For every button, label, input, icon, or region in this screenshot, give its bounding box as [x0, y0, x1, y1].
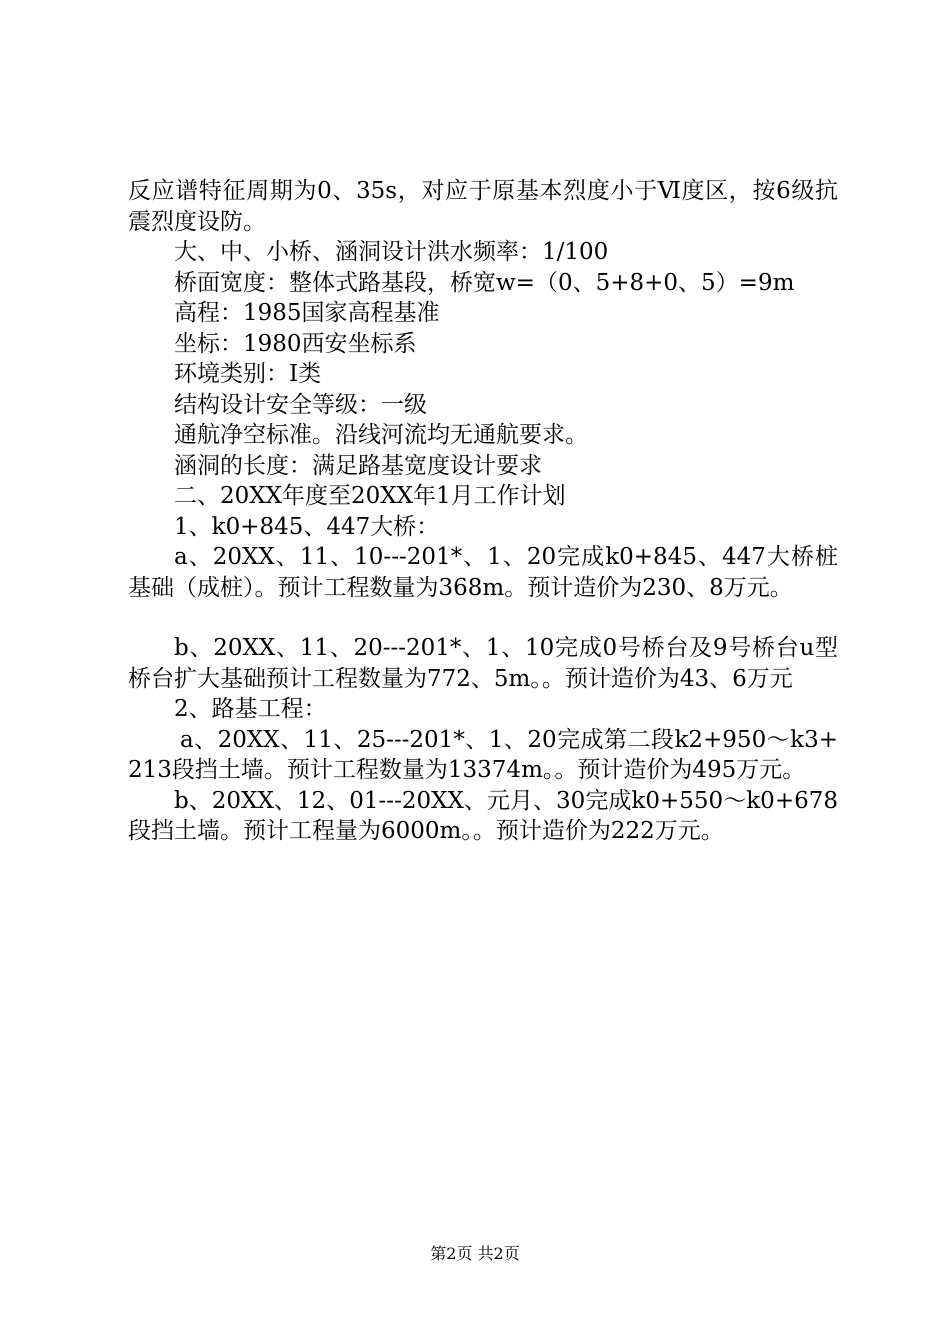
- paragraph-bridge-item-b: b、20XX、11、20---201*、1、10完成0号桥台及9号桥台u型桥台扩大基础预计工程数量为772、5m。。预计造价为43、6万元: [128, 635, 838, 692]
- paragraph-safety-level: 结构设计安全等级：一级: [174, 391, 427, 418]
- paragraph-roadbed-item-a: a、20XX、11、25---201*、1、20完成第二段k2+950～k3+213段挡土墙。预计工程数量为13374m。。预计造价为495万元。: [128, 726, 838, 783]
- paragraph-flood-frequency: 大、中、小桥、涵洞设计洪水频率：1/100: [174, 239, 609, 265]
- subsection-heading-roadbed: 2、路基工程：: [174, 696, 327, 722]
- page-footer: 第2页 共2页: [430, 1244, 520, 1263]
- paragraph-roadbed-item-b: b、20XX、12、01---20XX、元月、30完成k0+550～k0+678段挡土墙。预计工程量为6000m。。预计造价为222万元。: [128, 787, 838, 844]
- paragraph-seismic: 反应谱特征周期为0、35s，对应于原基本烈度小于Ⅵ度区，按6级抗震烈度设防。: [128, 178, 838, 235]
- paragraph-culvert-length: 涵洞的长度：满足路基宽度设计要求: [174, 452, 542, 479]
- subsection-heading-bridge: 1、k0+845、447大桥：: [174, 513, 440, 540]
- paragraph-bridge-item-a: a、20XX、11、10---201*、1、20完成k0+845、447大桥桩基础（成桩）。预计工程数量为368m。预计造价为230、8万元。: [128, 544, 838, 601]
- paragraph-navigation: 通航净空标准。沿线河流均无通航要求。: [174, 422, 588, 448]
- document-body: [128, 176, 838, 847]
- paragraph-elevation: 高程：1985国家高程基准: [174, 300, 440, 326]
- section-heading-work-plan: 二、20XX年度至20XX年1月工作计划: [174, 483, 566, 509]
- paragraph-bridge-width: 桥面宽度：整体式路基段，桥宽w=（0、5+8+0、5）=9m: [174, 269, 795, 296]
- paragraph-environment: 环境类别：Ⅰ类: [174, 361, 322, 387]
- paragraph-coordinates: 坐标：1980西安坐标系: [174, 330, 417, 357]
